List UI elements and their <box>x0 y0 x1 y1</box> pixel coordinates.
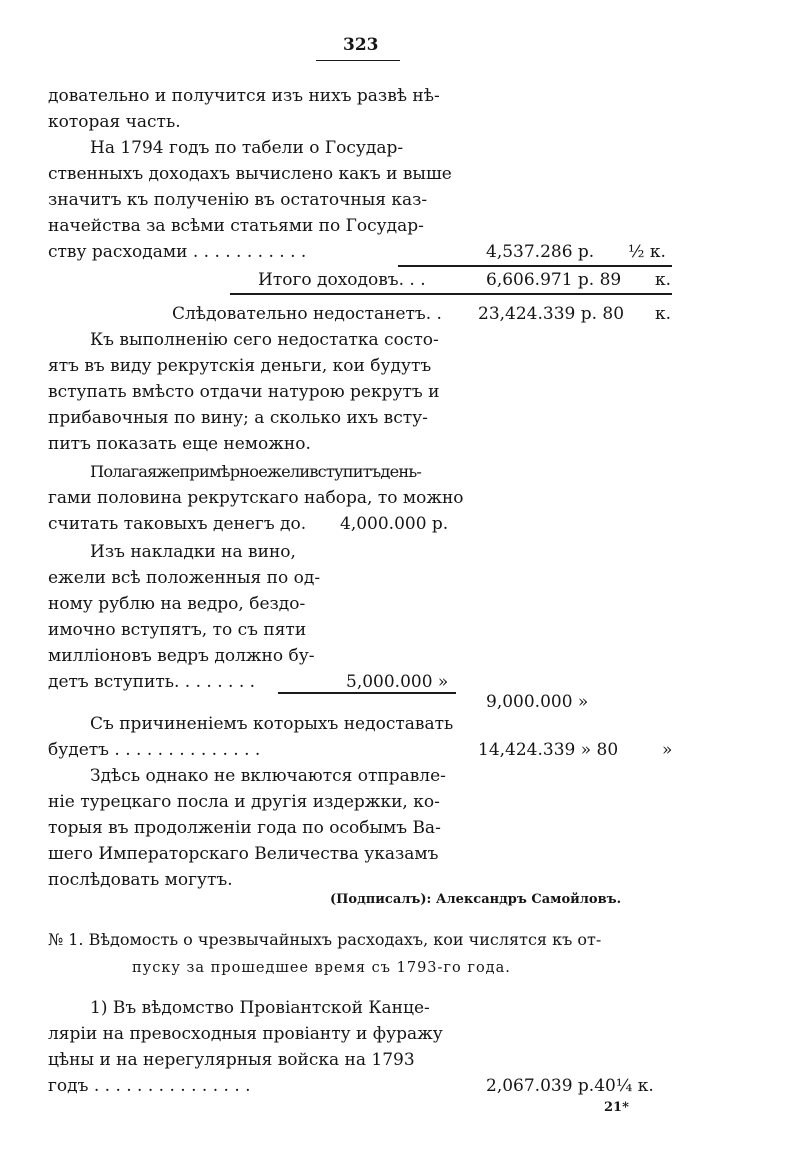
page-number: 323 <box>343 35 379 55</box>
text-line: послѣдовать могутъ. <box>48 870 233 890</box>
amount-kopecks: » <box>662 740 673 760</box>
text-line: которая часть. <box>48 112 181 132</box>
amount-kopecks: к. <box>655 270 672 290</box>
amount: 4,000.000 р. <box>340 514 449 534</box>
text-line: На 1794 годъ по табели о Государ- <box>90 138 404 158</box>
text-line: годъ . . . . . . . . . . . . . . . <box>48 1076 251 1096</box>
total-rule <box>230 293 672 295</box>
text-line: 1) Въ вѣдомство Провіантской Канце- <box>90 998 430 1018</box>
shortfall-label: Слѣдовательно недостанетъ. . <box>172 304 442 324</box>
text-line: начейства за всѣми статьями по Государ- <box>48 216 424 236</box>
text-line: считать таковыхъ денегъ до. <box>48 514 307 534</box>
sum-rule <box>278 692 456 694</box>
signature-mark: 21* <box>604 1100 629 1115</box>
text-line: ятъ въ виду рекрутскія деньги, кои будутъ <box>48 356 432 376</box>
text-line: питъ показать еще неможно. <box>48 434 311 454</box>
amount: 23,424.339 р. 80 <box>478 304 625 324</box>
text-line: Къ выполненію сего недостатка состо- <box>90 330 439 350</box>
signature: (Подписалъ): Александръ Самойловъ. <box>330 892 622 907</box>
text-line: Полагаяжепримѣрноежеливступитъдень- <box>90 462 422 481</box>
page-number-rule <box>316 60 400 61</box>
text-line: милліоновъ ведръ должно бу- <box>48 646 315 666</box>
total-label: Итого доходовъ. . . <box>258 270 426 290</box>
text-line: Изъ накладки на вино, <box>90 542 296 562</box>
text-line: вступать вмѣсто отдачи натурою рекрутъ и <box>48 382 440 402</box>
text-line: ляріи на превосходныя провіанту и фуражу <box>48 1024 443 1044</box>
amount: 9,000.000 » <box>486 692 589 712</box>
amount: 14,424.339 » 80 <box>478 740 619 760</box>
amount-kopecks: ½ к. <box>628 242 666 262</box>
section-heading-continued: пуску за прошедшее время съ 1793-го года. <box>132 960 511 976</box>
text-line: ственныхъ доходахъ вычислено какъ и выше <box>48 164 452 184</box>
text-line: имочно вступятъ, то съ пяти <box>48 620 307 640</box>
text-line: Съ причиненіемъ которыхъ недоставать <box>90 714 454 734</box>
text-line: прибавочныя по вину; а сколько ихъ всту- <box>48 408 428 428</box>
text-line: ніе турецкаго посла и другія издержки, ко- <box>48 792 440 812</box>
text-line: ству расходами . . . . . . . . . . . <box>48 242 307 262</box>
amount: 2,067.039 р.40¼ к. <box>486 1076 654 1096</box>
amount-kopecks: к. <box>655 304 672 324</box>
text-line: будетъ . . . . . . . . . . . . . . <box>48 740 261 760</box>
amount: 6,606.971 р. 89 <box>486 270 622 290</box>
text-line: значитъ къ полученію въ остаточныя каз- <box>48 190 428 210</box>
text-line: детъ вступить. . . . . . . . <box>48 672 256 692</box>
amount: 4,537.286 р. <box>486 242 595 262</box>
text-line: торыя въ продолженіи года по особымъ Ва- <box>48 818 441 838</box>
text-line: шего Императорскаго Величества указамъ <box>48 844 439 864</box>
sum-rule <box>398 265 672 267</box>
section-heading: № 1. Вѣдомость о чрезвычайныхъ расходахъ, кои числятся къ от- <box>48 930 602 949</box>
text-line: довательно и получится изъ нихъ развѣ нѣ- <box>48 86 440 106</box>
text-line: цѣны и на нерегулярныя войска на 1793 <box>48 1050 415 1070</box>
text-line: ному рублю на ведро, бездо- <box>48 594 306 614</box>
text-line: гами половина рекрутскаго набора, то можно <box>48 488 464 508</box>
text-line: ежели всѣ положенныя по од- <box>48 568 321 588</box>
amount: 5,000.000 » <box>346 672 449 692</box>
text-line: Здѣсь однако не включаются отправле- <box>90 766 446 786</box>
